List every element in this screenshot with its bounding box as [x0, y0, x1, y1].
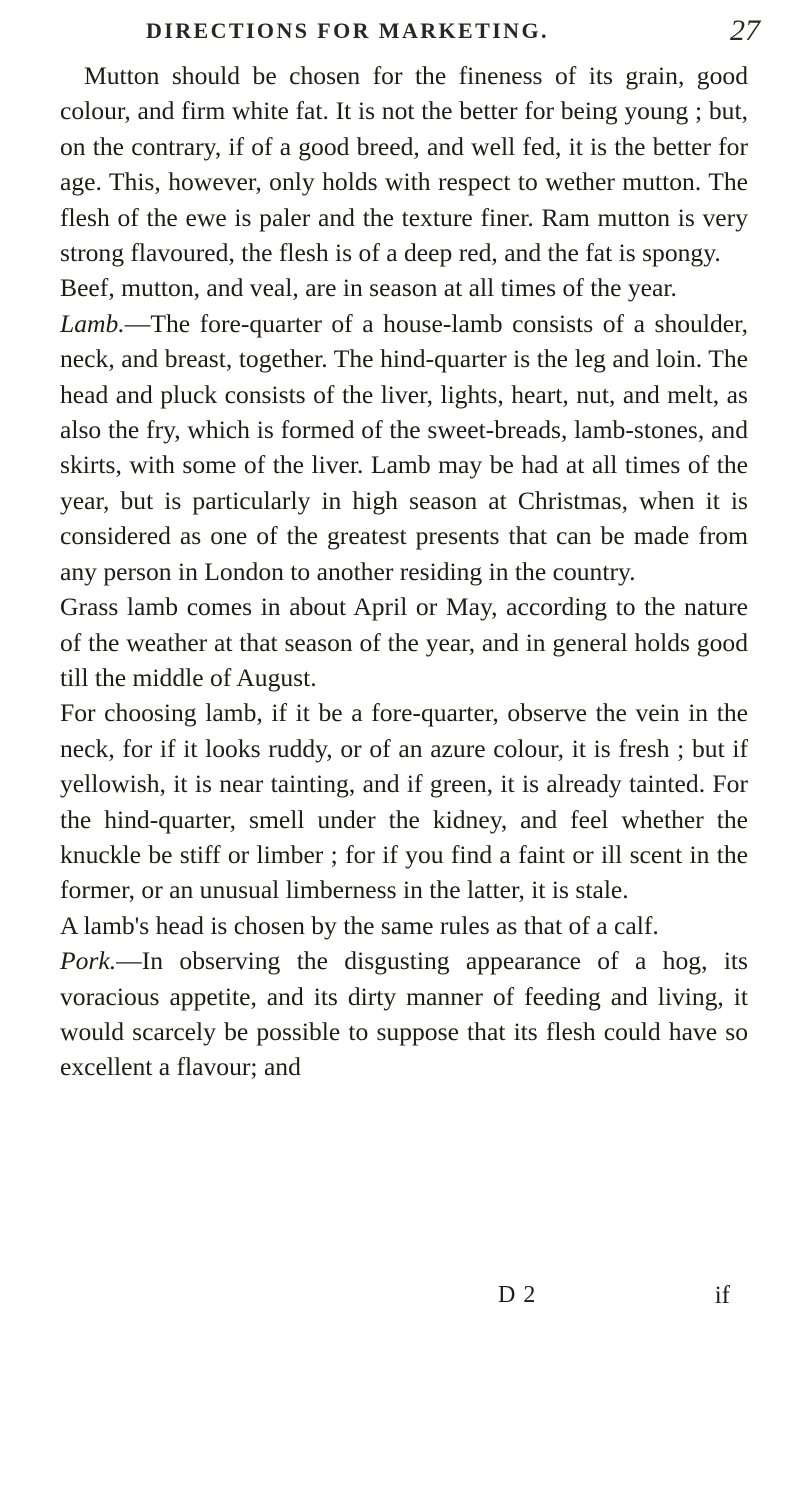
paragraph-text: —In observing the disgusting appearance of a hog, its voracious appetite, and its dirty manner of feeding and living, it would scarcely be possible to suppose that its flesh could have so excellent a flavour; and [60, 946, 748, 1082]
catchword: if [714, 1282, 730, 1309]
paragraph-seasons [60, 270, 748, 305]
section-lead-lamb: Lamb. [60, 308, 125, 338]
paragraph-pork [60, 943, 748, 1085]
page-footer [60, 1282, 748, 1322]
page-number: 27 [730, 14, 760, 47]
paragraph-grass-lamb [60, 589, 748, 695]
paragraph-lambs-head [60, 908, 748, 943]
signature-mark: D 2 [498, 1282, 537, 1308]
paragraph-text: A lamb's head is chosen by the same rules as that of a calf. [60, 910, 659, 940]
paragraph-text: Grass lamb comes in about April or May, according to the nature of the weather at that season of the year, and in general holds good till the middle of August. [60, 592, 748, 692]
body-text [60, 58, 748, 1085]
paragraph-choosing-lamb [60, 695, 748, 907]
paragraph-text: Mutton should be chosen for the fineness of its grain, good colour, and firm white fat. It is not the better for being young ; but, on the contrary, if of a good breed, and well fed, it is the better for age. This, however, only holds with respect to wether mutton. The flesh of the ewe is paler and the texture finer. Ram mutton is very strong flavoured, the flesh is of a deep red, and the fat is spongy. [60, 61, 748, 268]
paragraph-text: For choosing lamb, if it be a fore-quarter, observe the vein in the neck, for if it looks ruddy, or of an azure colour, it is fresh ; but if yellowish, it is near tainting, and if green, it is already tainted. For the hind-quarter, smell under the kidney, and feel whether the knuckle be stiff or limber ; for if you find a faint or ill scent in the former, or an unusual limberness in the latter, it is stale. [60, 698, 748, 905]
paragraph-text: —The fore-quarter of a house-lamb consists of a shoulder, neck, and breast, together. The hind-quarter is the leg and loin. The head and pluck consists of the liver, lights, heart, nut, and melt, as also the fry, which is formed of the sweet-breads, lamb-stones, and skirts, with some of the liver. Lamb may be had at all times of the year, but is particularly in high season at Christmas, when it is considered as one of the greatest presents that can be made from any person in London to another residing in the country. [60, 308, 748, 586]
paragraph-mutton [60, 58, 748, 270]
paragraph-lamb [60, 306, 748, 589]
section-lead-pork: Pork. [60, 946, 117, 976]
paragraph-text: Beef, mutton, and veal, are in season at all times of the year. [60, 273, 677, 303]
running-head [60, 12, 760, 52]
running-title: DIRECTIONS FOR MARKETING. [146, 18, 549, 43]
